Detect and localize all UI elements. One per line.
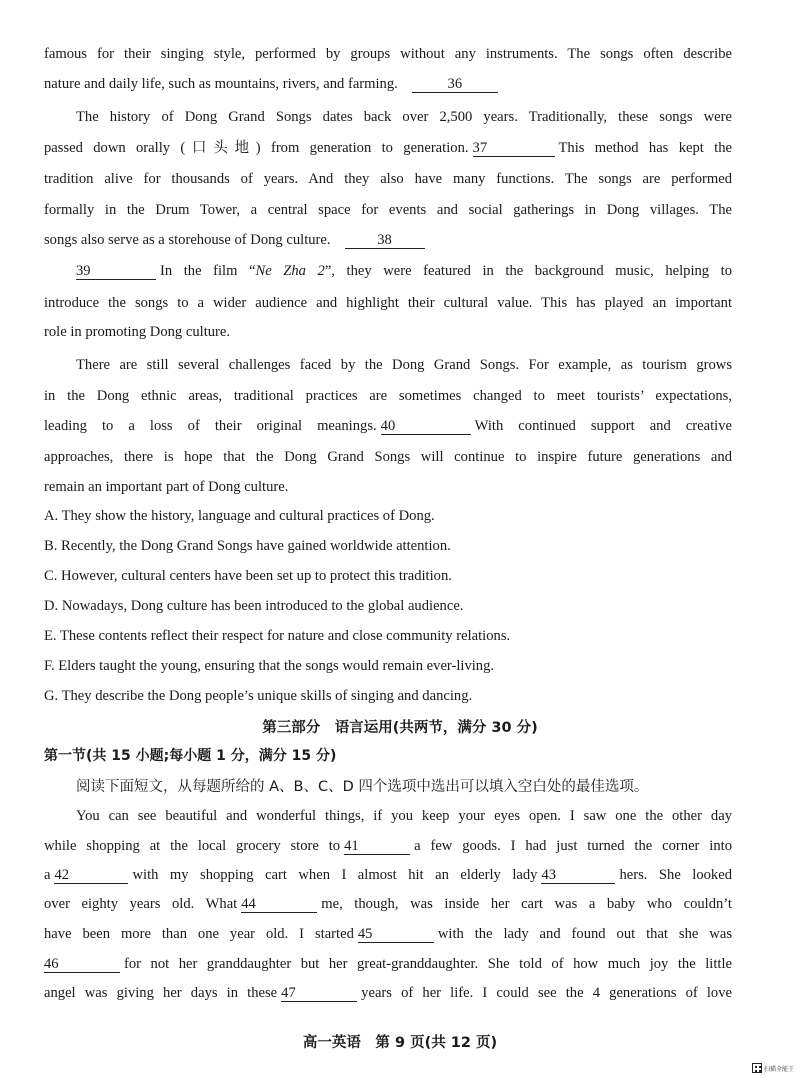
passage-line: formally in the Drum Tower, a central space for events and social gatherings in Dong villages. The: [44, 202, 732, 218]
blank-38: 38: [345, 232, 425, 249]
instructions: 阅读下面短文，从每题所给的 A、B、C、D 四个选项中选出可以填入空白处的最佳选项。: [76, 779, 649, 795]
blank-36: 36: [412, 76, 498, 93]
scanner-watermark: [752, 1063, 794, 1073]
cloze-line: have been more than one year old. I started 45 with the lady and found out that she was: [44, 926, 732, 942]
option-e: E. These contents reflect their respect for nature and close community relations.: [44, 628, 511, 644]
passage-line: leading to a loss of their original meanings. 40 With continued support and creative: [44, 418, 732, 434]
passage-line: songs also serve as a storehouse of Dong culture. 38: [44, 230, 732, 250]
option-g: G. They describe the Dong people’s unique skills of singing and dancing.: [44, 688, 473, 704]
passage-line: The history of Dong Grand Songs dates back over 2,500 years. Traditionally, these songs were: [76, 109, 732, 125]
option-d: D. Nowadays, Dong culture has been introduced to the global audience.: [44, 598, 464, 614]
passage-line: passed down orally (口头地) from generation to generation. 37 This method has kept the: [44, 140, 732, 156]
cloze-line: angel was giving her days in these 47 years of her life. I could see the 4 generations of love: [44, 985, 732, 1001]
passage-line: role in promoting Dong culture.: [44, 324, 231, 340]
blank-45: 45: [358, 926, 434, 943]
passage-line: famous for their singing style, performed by groups without any instruments. The songs often describe: [44, 46, 732, 62]
option-c: C. However, cultural centers have been set up to protect this tradition.: [44, 568, 452, 584]
cloze-line: over eighty years old. What 44 me, though, was inside her cart was a baby who couldn’t: [44, 896, 732, 912]
cloze-line: You can see beautiful and wonderful things, if you keep your eyes open. I saw one the other day: [76, 808, 732, 824]
blank-42: 42: [54, 867, 128, 884]
option-a: A. They show the history, language and cultural practices of Dong.: [44, 508, 435, 524]
blank-44: 44: [241, 896, 317, 913]
cloze-line: while shopping at the local grocery store to 41 a few goods. I had just turned the corner into: [44, 838, 732, 854]
part-three-heading: 第三部分 语言运用(共两节，满分 30 分): [262, 720, 538, 736]
blank-37: 37: [473, 140, 555, 157]
passage-line: tradition alive for thousands of years. And they also have many functions. The songs are performed: [44, 171, 732, 187]
blank-41: 41: [344, 838, 410, 855]
blank-39: 39: [76, 263, 156, 280]
passage-line: introduce the songs to a wider audience and highlight their cultural value. This has played an important: [44, 295, 732, 311]
passage-line: nature and daily life, such as mountains, rivers, and farming. 36: [44, 74, 732, 94]
option-b: B. Recently, the Dong Grand Songs have gained worldwide attention.: [44, 538, 451, 554]
blank-40: 40: [381, 418, 471, 435]
option-f: F. Elders taught the young, ensuring that the songs would remain ever-living.: [44, 658, 495, 674]
blank-46: 46: [44, 956, 120, 973]
blank-43: 43: [541, 867, 615, 884]
passage-line: remain an important part of Dong culture.: [44, 479, 289, 495]
passage-line: There are still several challenges faced by the Dong Grand Songs. For example, as tourism grows: [76, 357, 732, 373]
film-title: Ne Zha 2: [255, 263, 325, 279]
watermark-text: 扫描全能王: [764, 1065, 795, 1073]
page-footer: 高一英语 第 9 页(共 12 页): [302, 1035, 498, 1051]
cloze-line: a 42 with my shopping cart when I almost hit an elderly lady 43 hers. She looked: [44, 867, 732, 883]
qr-code-icon: [752, 1063, 762, 1073]
cloze-line: 46 for not her granddaughter but her great-granddaughter. She told of how much joy the little: [44, 956, 732, 972]
section-one-title: 第一节(共 15 小题;每小题 1 分，满分 15 分): [44, 748, 337, 764]
passage-line: in the Dong ethnic areas, traditional practices are sometimes changed to meet tourists’ expectations,: [44, 388, 732, 404]
blank-47: 47: [281, 985, 357, 1002]
passage-line: 39 In the film “Ne Zha 2”, they were featured in the background music, helping to: [76, 263, 733, 279]
passage-line: approaches, there is hope that the Dong Grand Songs will continue to inspire future generations and: [44, 449, 732, 465]
